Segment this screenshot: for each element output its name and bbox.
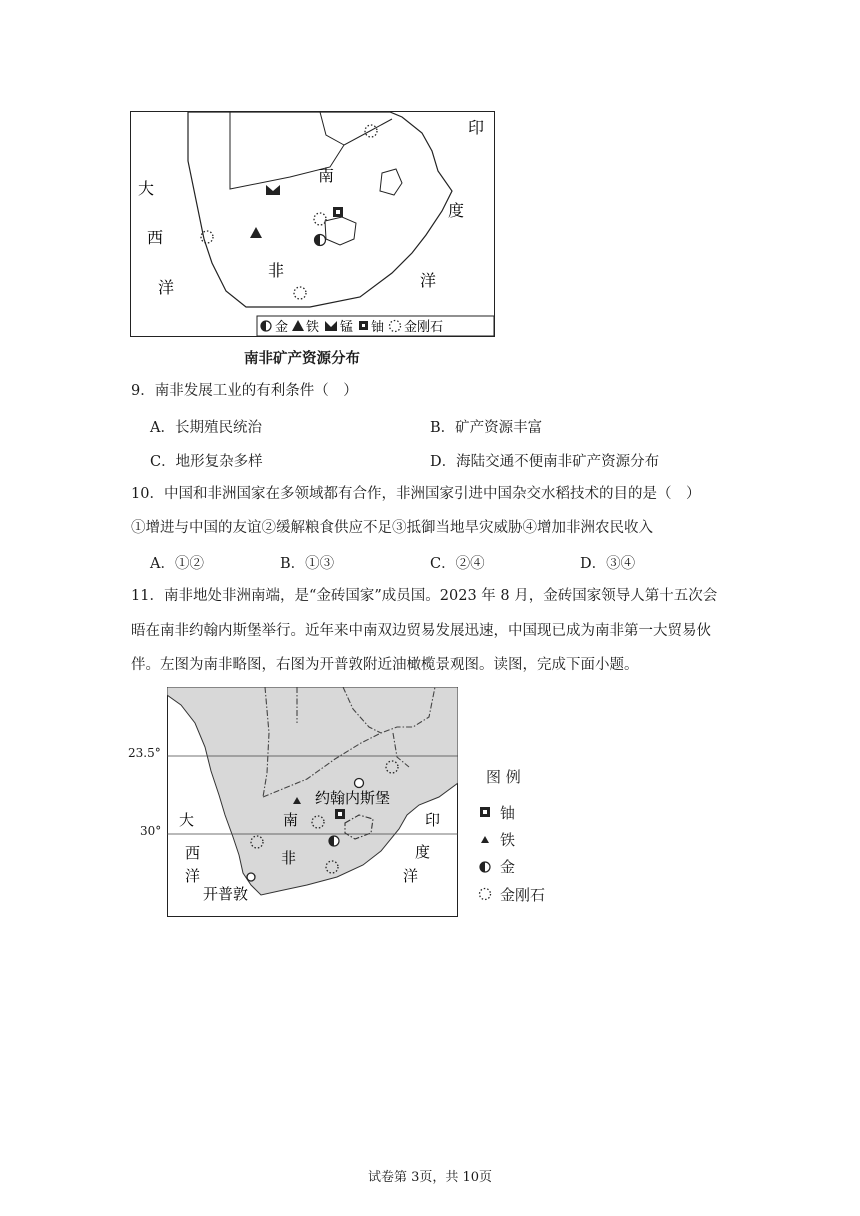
map1-gold-icon [315, 235, 326, 246]
map2-label-yang-w: 洋 [185, 867, 201, 885]
legend-uranium: 铀 [371, 320, 385, 335]
q9-stem: 9．南非发展工业的有利条件（ ） [131, 383, 358, 399]
legend-iron: 铁 [306, 320, 320, 335]
map2-label-da: 大 [179, 811, 195, 829]
map2-legend-gold: 金 [500, 858, 516, 876]
map2-capetown-marker [247, 873, 255, 881]
map2-label-fei: 非 [281, 849, 297, 867]
map2-label-xi: 西 [185, 844, 201, 862]
map2-svg [167, 687, 458, 917]
map2-legend-icons [478, 800, 498, 920]
q10-stem: 10．中国和非洲国家在多领域都有合作，非洲国家引进中国杂交水稻技术的目的是（ ） [131, 486, 701, 502]
map2-legend-title: 图 例 [486, 768, 521, 786]
map2-label-du: 度 [415, 843, 431, 861]
q10-option-a[interactable]: A．①② [150, 556, 204, 572]
map1-label-fei: 非 [268, 261, 285, 280]
map1-uranium-icon [333, 207, 343, 217]
map2-label-yin: 印 [425, 811, 441, 829]
page-footer: 试卷第 3页，共 10页 [367, 1170, 493, 1185]
map1-label-yang-w: 洋 [158, 278, 175, 297]
q9-option-d[interactable]: D．海陆交通不便南非矿产资源分布 [430, 454, 660, 470]
map2-legend-diamond: 金刚石 [500, 886, 546, 904]
map2-legend [478, 766, 568, 916]
q11-line3: 伴。左图为南非略图，右图为开普敦附近油橄榄景观图。读图，完成下面小题。 [131, 657, 639, 673]
map2-gold-icon [329, 836, 339, 846]
map2-johannesburg-marker [355, 779, 364, 788]
map1-svg [130, 111, 495, 337]
q10-option-d[interactable]: D．③④ [580, 556, 636, 572]
q10-option-c[interactable]: C．②④ [430, 556, 485, 572]
map2-label-yang-e: 洋 [403, 867, 419, 885]
q10-items: ①增进与中国的友谊②缓解粮食供应不足③抵御当地旱灾威胁④增加非洲农民收入 [131, 520, 653, 536]
map2-lat-30: 30° [140, 824, 162, 838]
map2-legend-iron: 铁 [500, 831, 516, 849]
map2-label-capetown: 开普敦 [203, 885, 249, 903]
q11-line1: 11．南非地处非洲南端，是“金砖国家”成员国。2023 年 8 月，金砖国家领导人第十五次会 [131, 588, 718, 604]
legend-diamond: 金刚石 [404, 320, 444, 335]
q9-option-b[interactable]: B．矿产资源丰富 [430, 420, 543, 436]
map1-label-xi: 西 [147, 228, 164, 247]
map2-label-nan: 南 [283, 811, 299, 829]
map2-legend-uranium: 铀 [500, 804, 516, 822]
q11-line2: 晤在南非约翰内斯堡举行。近年来中南双边贸易发展迅速，中国现已成为南非第一大贸易伙 [131, 623, 711, 639]
map1-label-yang-e: 洋 [420, 271, 437, 290]
map1-caption: 南非矿产资源分布 [244, 351, 360, 367]
map1-label-da: 大 [138, 179, 155, 198]
legend-gold: 金 [275, 320, 289, 335]
q9-option-a[interactable]: A．长期殖民统治 [150, 420, 262, 436]
map1-label-nan: 南 [318, 166, 335, 185]
map2-lat-23: 23.5° [128, 746, 161, 760]
map2 [167, 687, 458, 917]
q9-option-c[interactable]: C．地形复杂多样 [150, 454, 263, 470]
map1-label-yin: 印 [468, 118, 485, 137]
map1-label-du: 度 [448, 201, 465, 220]
map1 [130, 111, 495, 337]
map2-label-johannesburg: 约翰内斯堡 [315, 789, 391, 807]
map2-uranium-icon [335, 809, 345, 819]
q10-option-b[interactable]: B．①③ [280, 556, 335, 572]
legend-manganese: 锰 [340, 320, 354, 335]
